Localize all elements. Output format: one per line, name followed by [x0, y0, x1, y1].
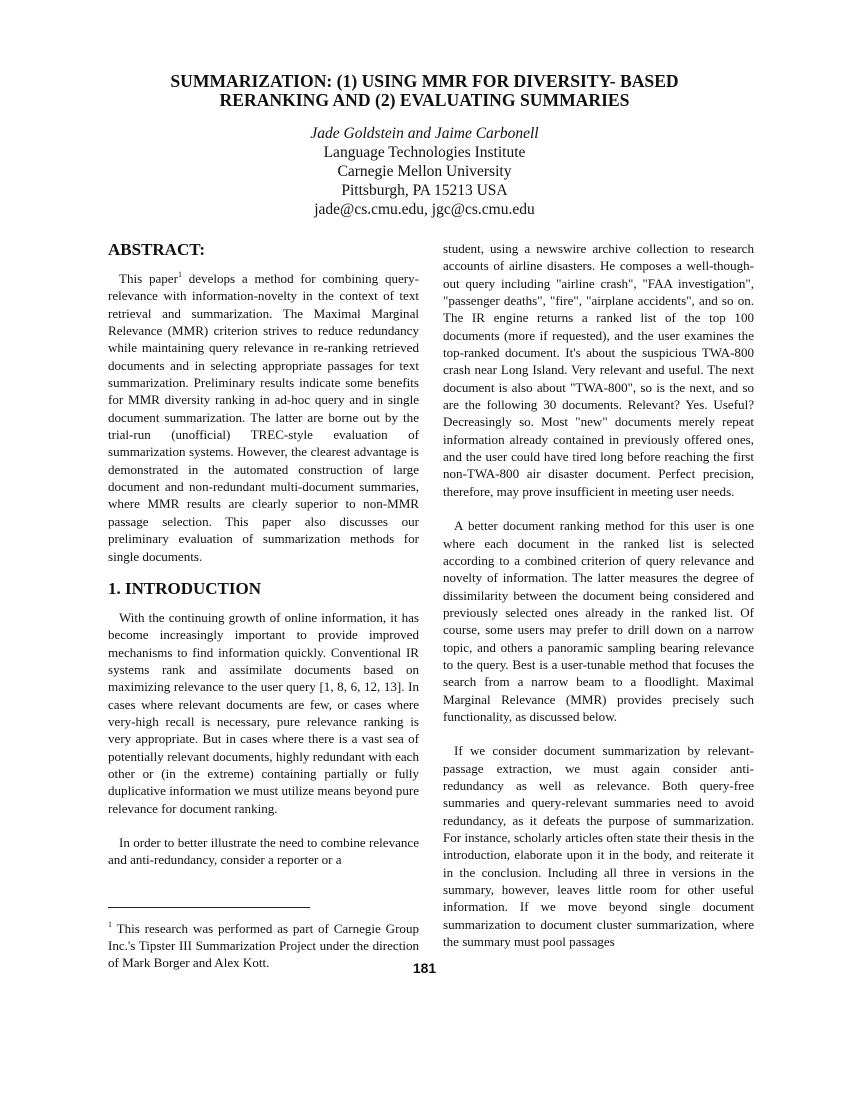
abstract-paragraph [108, 270, 419, 565]
left-column [108, 240, 419, 972]
footnote-marker: 1 [177, 270, 182, 279]
paper-title [60, 72, 789, 110]
abstract-text-start: This paper [119, 271, 178, 286]
title-line-1: SUMMARIZATION: (1) USING MMR FOR DIVERSITY- BASED [170, 71, 679, 91]
footnote-divider [108, 907, 310, 908]
right-paragraph-2: A better document ranking method for this user is one where each document in the ranked list is selected according to a combined criterion of query relevance and novelty of information. The latter measures the degree of dissimilarity between the document being considered and previously selected ones already in the ranked list. Of course, some users may prefer to drill down on a narrow topic, and others a panoramic sampling bearing relevance to the query. Best is a user-tunable method that focuses the search from a narrow beam to a floodlight. Maximal Marginal Relevance (MMR) provides precisely such functionality, as discussed below. [443, 518, 754, 724]
author-location: Pittsburgh, PA 15213 USA [341, 182, 508, 199]
introduction-paragraph-2: In order to better illustrate the need to combine relevance and anti-redundancy, consider a reporter or a [108, 834, 419, 868]
introduction-heading: 1. INTRODUCTION [108, 578, 262, 598]
abstract-heading: ABSTRACT: [108, 240, 205, 259]
author-block [100, 124, 749, 219]
abstract-text-rest: develops a method for combining query-relevance with information-novelty in the context of text retrieval and summarization. The Maximal Marginal Relevance (MMR) criterion strives to reduce redundancy while maintaining query relevance in re-ranking retrieved documents and in selecting appropriate passages for text summarization. Preliminary results indicate some benefits for MMR diversity ranking in ad-hoc query and in single document summarization. The latter are borne out by the trial-run (unofficial) TREC-style evaluation of summarization systems. However, the clearest advantage is demonstrated in the automated construction of large document and non-redundant multi-document summaries, where MMR results are clearly superior to non-MMR passage selection. This paper also discusses our preliminary evaluation of summarization methods for single documents. [108, 271, 419, 564]
footnote-text: This research was performed as part of Carnegie Group Inc.'s Tipster III Summarization Project under the direction of Mark Borger and Alex Kott. [108, 920, 419, 971]
footnote-number: 1 [108, 919, 112, 929]
author-emails: jade@cs.cmu.edu, jgc@cs.cmu.edu [314, 201, 535, 218]
author-names: Jade Goldstein and Jaime Carbonell [310, 125, 539, 142]
title-line-2: RERANKING AND (2) EVALUATING SUMMARIES [219, 90, 630, 110]
right-paragraph-1: student, using a newswire archive collection to research accounts of airline disasters. He composes a well-though-out query including "airline crash", "FAA investigation", "passenger deaths", "fire", "airplane accidents", and so on. The IR engine returns a ranked list of the top 100 documents (more if requested), and the user examines the top-ranked document. It's about the suspicious TWA-800 crash near Long Island. Very relevant and useful. The next document is also about "TWA-800", so is the next, and so are the following 30 documents. Relevant? Yes. Useful? Decreasingly so. Most "new" documents merely repeat information already contained in previously offered ones, and the user could have tired long before reaching the first non-TWA-800 air disaster document. Perfect precision, therefore, may prove insufficient in meeting user needs. [443, 241, 754, 499]
right-paragraph-3: If we consider document summarization by relevant-passage extraction, we must again consider anti-redundancy as well as relevance. Both query-free summaries and query-relevant summaries need to avoid redundancy, as it defeats the purpose of summarization. For instance, scholarly articles often state their thesis in the introduction, elaborate upon it in the body, and reiterate it in the conclusion. Including all three in versions in the summary, however, leaves little room for other useful information. If we move beyond single document summarization to document cluster summarization, where the summary must pool passages [443, 743, 754, 950]
introduction-paragraph-1: With the continuing growth of online information, it has become increasingly important to provide improved mechanisms to find information quickly. Conventional IR systems rank and assimilate documents based on maximizing relevance to the user query [1, 8, 6, 12, 13]. In cases where relevant documents are few, or cases where very-high recall is necessary, pure relevance ranking is very appropriate. But in cases where there is a vast sea of potentially relevant documents, highly redundant with each other or (in the extreme) containing partially or fully duplicative information we must utilize means beyond pure relevance for document ranking. [108, 609, 419, 816]
page-number: 181 [412, 960, 437, 976]
right-column [443, 240, 754, 950]
author-university: Carnegie Mellon University [337, 163, 512, 180]
author-institute: Language Technologies Institute [323, 144, 526, 161]
